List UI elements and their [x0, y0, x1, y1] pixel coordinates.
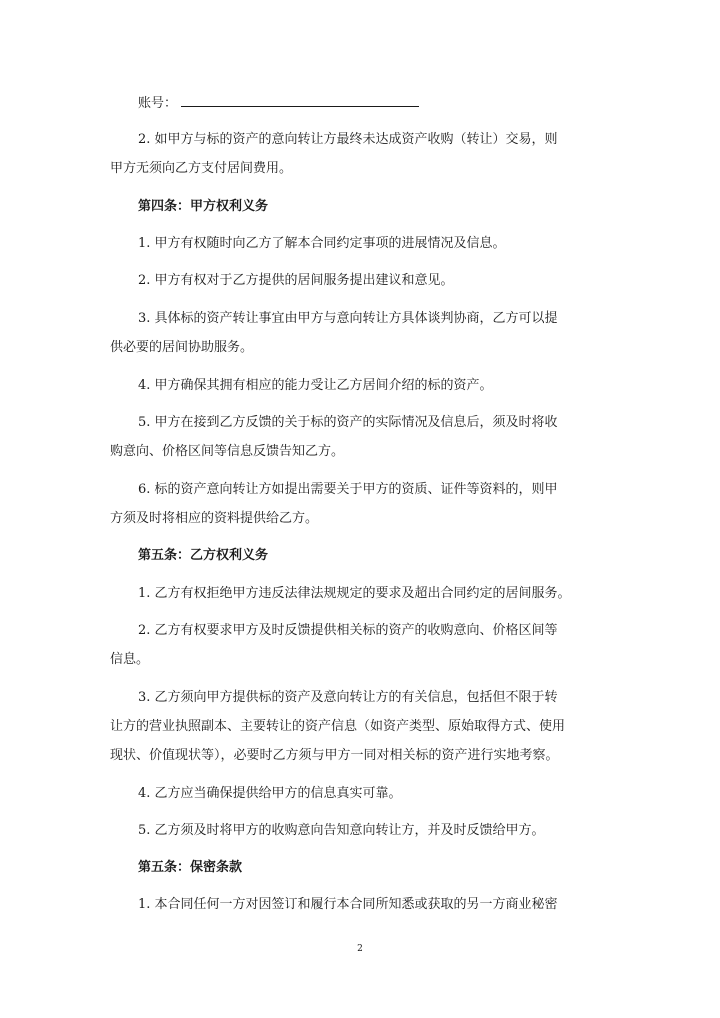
article5-item2-line2: 信息。: [110, 652, 150, 667]
article4-item2: 2. 甲方有权对于乙方提供的居间服务提出建议和意见。: [138, 273, 454, 288]
article4-item4: 4. 甲方确保其拥有相应的能力受让乙方居间介绍的标的资产。: [138, 378, 493, 393]
article5-item2-line1: 2. 乙方有权要求甲方及时反馈提供相关标的资产的收购意向、价格区间等: [138, 623, 558, 638]
article4-item5-line2: 购意向、价格区间等信息反馈告知乙方。: [110, 444, 345, 459]
account-line: [138, 92, 419, 114]
article5b-title: 第五条：保密条款: [138, 860, 243, 875]
article4-title: 第四条：甲方权利义务: [138, 199, 269, 214]
article5-title: 第五条：乙方权利义务: [138, 548, 269, 563]
clause3-item2-line1: 2. 如甲方与标的资产的意向转让方最终未达成资产收购（转让）交易，则: [138, 132, 558, 147]
article5-item3-line1: 3. 乙方须向甲方提供标的资产及意向转让方的有关信息，包括但不限于转: [138, 690, 558, 705]
article4-item6-line1: 6. 标的资产意向转让方如提出需要关于甲方的资质、证件等资料的，则甲: [138, 482, 558, 497]
article5-item1: 1. 乙方有权拒绝甲方违反法律法规规定的要求及超出合同约定的居间服务。: [138, 586, 571, 601]
article5-item3-line2: 让方的营业执照副本、主要转让的资产信息（如资产类型、原始取得方式、使用: [110, 719, 566, 734]
article4-item1: 1. 甲方有权随时向乙方了解本合同约定事项的进展情况及信息。: [138, 236, 506, 251]
article5-item5: 5. 乙方须及时将甲方的收购意向告知意向转让方，并及时反馈给甲方。: [138, 823, 545, 838]
clause3-item2-line2: 甲方无须向乙方支付居间费用。: [110, 161, 293, 176]
page-number: 2: [357, 944, 363, 954]
article4-item3-line1: 3. 具体标的资产转让事宜由甲方与意向转让方具体谈判协商，乙方可以提: [138, 311, 558, 326]
article4-item3-line2: 供必要的居间协助服务。: [110, 340, 254, 355]
article5-item4: 4. 乙方应当确保提供给甲方的信息真实可靠。: [138, 786, 402, 801]
article4-item6-line2: 方须及时将相应的资料提供给乙方。: [110, 511, 319, 526]
account-label: 账号：: [138, 96, 178, 111]
account-blank: [181, 92, 419, 107]
article5b-item1: 1. 本合同任何一方对因签订和履行本合同所知悉或获取的另一方商业秘密: [138, 897, 558, 912]
article4-item5-line1: 5. 甲方在接到乙方反馈的关于标的资产的实际情况及信息后，须及时将收: [138, 415, 558, 430]
article5-item3-line3: 现状、价值现状等），必要时乙方须与甲方一同对相关标的资产进行实地考察。: [110, 748, 559, 763]
